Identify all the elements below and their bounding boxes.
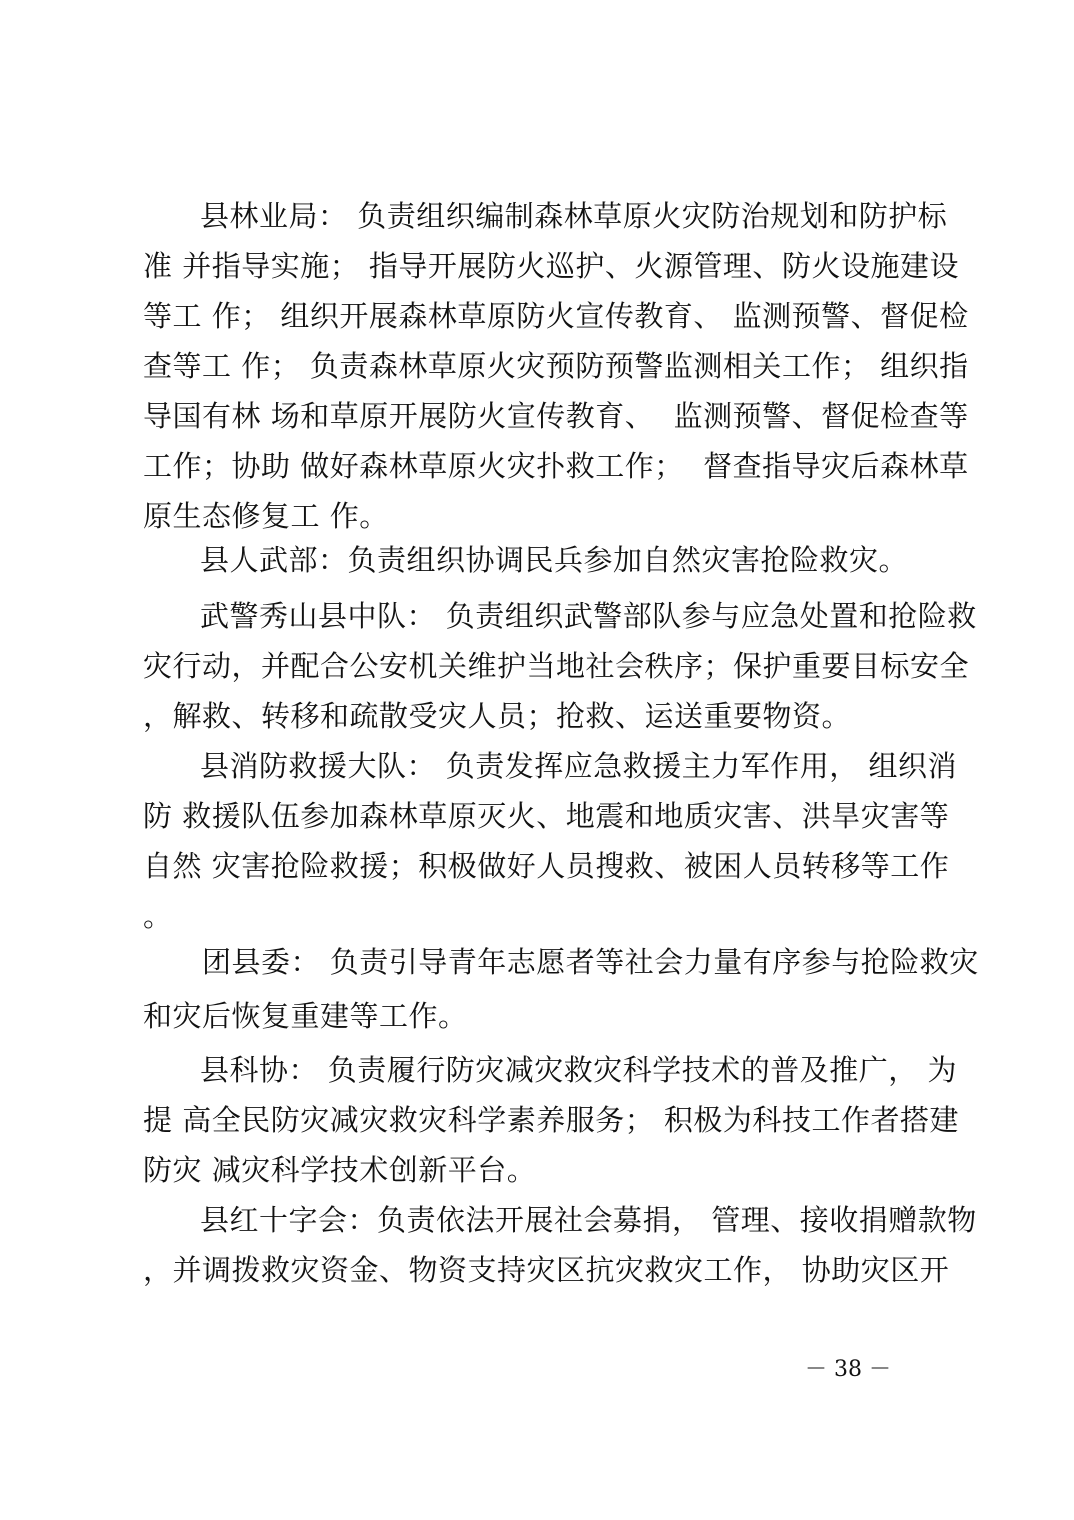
text-line-7: 原生态修复工 作。 <box>143 499 389 533</box>
text-line-15: 。 <box>143 899 173 933</box>
text-line-17: 和灾后恢复重建等工作。 <box>143 999 468 1033</box>
text-line-6: 工作；协助 做好森林草原火灾扑救工作； 督查指导灾后森林草 <box>143 449 969 483</box>
text-line-10: 灾行动，并配合公安机关维护当地社会秩序；保护重要目标安全 <box>143 649 970 683</box>
text-line-14: 自然 灾害抢险救援；积极做好人员搜救、被困人员转移等工作 <box>143 849 950 883</box>
text-line-16: 团县委： 负责引导青年志愿者等社会力量有序参与抢险救灾 <box>202 945 979 979</box>
text-line-4: 查等工 作； 负责森林草原火灾预防预警监测相关工作； 组织指 <box>143 349 969 383</box>
text-line-18: 县科协： 负责履行防灾减灾救灾科学技术的普及推广， 为 <box>200 1053 957 1087</box>
text-line-3: 等工 作； 组织开展森林草原防火宣传教育、 监测预警、督促检 <box>143 299 969 333</box>
text-line-20: 防灾 减灾科学技术创新平台。 <box>143 1153 537 1187</box>
text-line-9: 武警秀山县中队： 负责组织武警部队参与应急处置和抢险救 <box>200 599 977 633</box>
text-line-5: 导国有林 场和草原开展防火宣传教育、 监测预警、督促检查等 <box>143 399 969 433</box>
text-line-19: 提 高全民防灾减灾救灾科学素养服务； 积极为科技工作者搭建 <box>143 1103 959 1137</box>
text-line-21: 县红十字会：负责依法开展社会募捐， 管理、接收捐赠款物 <box>200 1203 977 1237</box>
text-line-1: 县林业局： 负责组织编制森林草原火灾防治规划和防护标 <box>200 199 948 233</box>
page-number: － 38 － <box>805 1357 891 1382</box>
text-line-22: ，并调拨救灾资金、物资支持灾区抗灾救灾工作， 协助灾区开 <box>143 1253 950 1287</box>
text-line-11: ，解救、转移和疏散受灾人员；抢救、运送重要物资。 <box>143 699 852 733</box>
text-line-13: 防 救援队伍参加森林草原灭火、地震和地质灾害、洪旱灾害等 <box>143 799 950 833</box>
text-line-8: 县人武部：负责组织协调民兵参加自然灾害抢险救灾。 <box>200 543 909 577</box>
text-line-2: 准 并指导实施； 指导开展防火巡护、火源管理、防火设施建设 <box>143 249 959 283</box>
text-line-12: 县消防救援大队： 负责发挥应急救援主力军作用， 组织消 <box>200 749 957 783</box>
